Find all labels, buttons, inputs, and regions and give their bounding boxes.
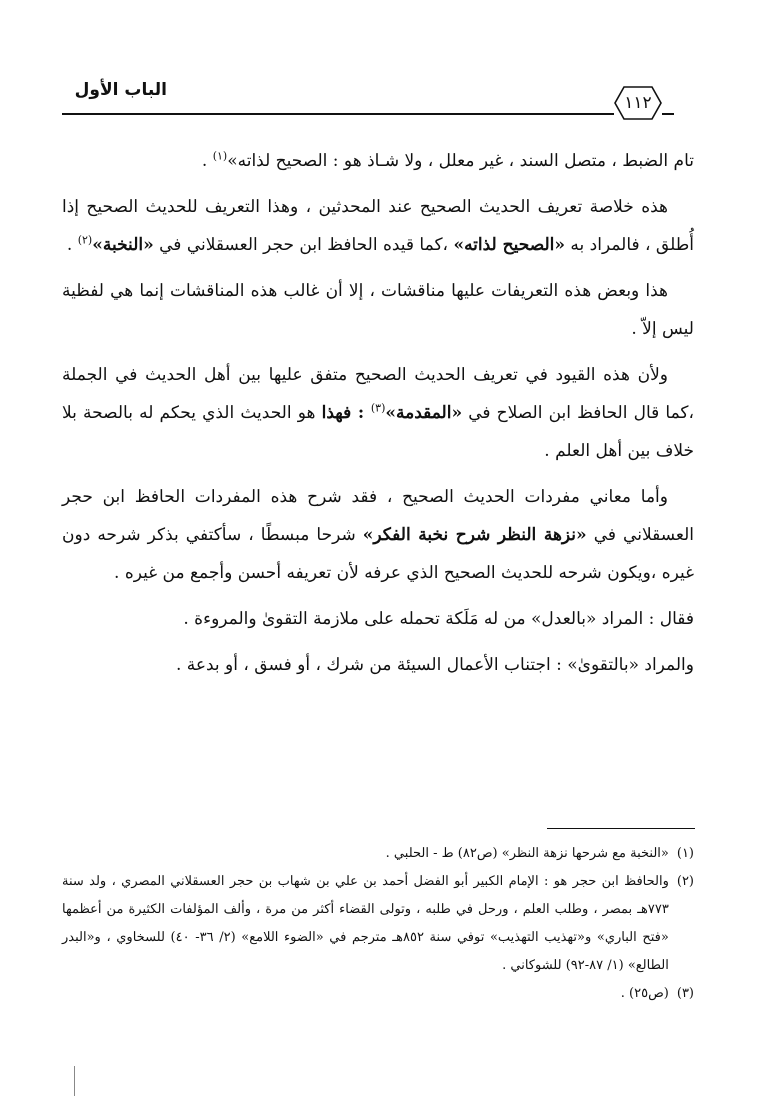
book-title-muqaddima: «المقدمة»: [385, 403, 463, 423]
paragraph-1-text: تام الضبط ، متصل السند ، غير معلل ، ولا شـاذ هو : الصحيح لذاته»: [227, 151, 694, 171]
running-head-title: الباب الأول: [74, 80, 167, 100]
footnote-3-number: (٣): [676, 986, 694, 1001]
paragraph-4-part-a: ولأن هذه القيود في تعريف الحديث الصحيح متفق عليها بين أهل الحديث في الجملة ،كما قال الحافظ ابن الصلاح في: [62, 365, 694, 423]
footnote-ref-1: (١): [212, 149, 228, 163]
page-number: ١١٢: [624, 93, 652, 113]
footnote-ref-2: (٢): [77, 233, 93, 247]
main-text: [62, 142, 694, 692]
paragraph-2-part-c: ،كما قيده الحافظ ابن حجر العسقلاني في: [153, 235, 454, 255]
paragraph-7: والمراد «بالتقوىٰ» : اجتناب الأعمال السيئة من شرك ، أو فسق ، أو بدعة .: [175, 655, 694, 675]
footnote-2-number: (٢): [676, 874, 694, 889]
footnote-2: [62, 868, 694, 980]
footnote-1: [62, 840, 694, 868]
footnote-1-number: (١): [676, 846, 694, 861]
paragraph-2: [62, 188, 694, 264]
footnote-3-text: (ص٢٥) .: [620, 986, 669, 1001]
paragraph-4: [62, 356, 694, 470]
header-rule: [62, 113, 674, 115]
book-title-nukhba: «النخبة»: [92, 235, 154, 255]
page-edge-mark: [74, 1066, 75, 1096]
page-number-frame: [614, 86, 662, 120]
paragraph-2-tail: .: [66, 235, 78, 255]
footnote-2-text: والحافظ ابن حجر هو : الإمام الكبير أبو الفضل أحمد بن علي بن شهاب بن حجر العسقلاني المصري ، ولد سنة ٧٧٣هـ بمصر ، وطلب العلم ، ورحل في طلبه ، وتولى القضاء أكثر من مرة ، وألف المؤلفات الكثيرة من أعظمها «فتح الباري» و«تهذيب التهذيب» توفي سنة ٨٥٢هـ مترجم في «الضوء اللامع» (٢/ ٣٦- ٤٠) للسخاوي ، و«البدر الطالع» (١/ ٨٧-٩٢) للشوكاني .: [62, 874, 669, 973]
paragraph-4-part-d: هو الحديث الذي يحكم له بالصحة بلا خلاف بين أهل العلم .: [62, 403, 694, 461]
paragraph-6: فقال : المراد «بالعدل» من له مَلَكة تحمله على ملازمة التقوىٰ والمروءة .: [183, 609, 694, 629]
paragraph-3: هذا وبعض هذه التعريفات عليها مناقشات ، إلا أن غالب هذه المناقشات إنما هي لفظية ليس إلاّ .: [62, 281, 694, 339]
footnotes: [62, 840, 694, 1008]
term-sahih-lidhatihi: «الصحيح لذاته»: [453, 235, 565, 255]
book-title-nuzhat-alnazar: «نزهة النظر شرح نخبة الفكر»: [362, 525, 587, 545]
paragraph-1: [62, 142, 694, 180]
paragraph-5-part-a: وأما معاني مفردات الحديث الصحيح ، فقد شرح هذه المفردات الحافظ ابن حجر العسقلاني في: [62, 487, 694, 545]
paragraph-1-tail: .: [201, 151, 213, 171]
paragraph-5-part-c: شرحا مبسطًا ، سأكتفي بذكر شرحه دون غيره ،ويكون شرحه للحديث الصحيح الذي عرفه لأن تعريفه أحسن وأجمع من غيره .: [62, 525, 694, 583]
footnote-3: [62, 980, 694, 1008]
paragraph-4-part-c: : فهذا: [321, 403, 371, 423]
footnote-1-text: «النخبة مع شرحها نزهة النظر» (ص٨٢) ط - الحلبي .: [385, 846, 669, 861]
paragraph-2-part-a: هذه خلاصة تعريف الحديث الصحيح عند المحدثين ، وهذا التعريف للحديث الصحيح إذا أُطلق ، فالمراد به: [62, 197, 694, 255]
paragraph-5: [62, 478, 694, 592]
footnote-ref-3: (٣): [370, 401, 386, 415]
footnote-separator: [547, 828, 695, 829]
